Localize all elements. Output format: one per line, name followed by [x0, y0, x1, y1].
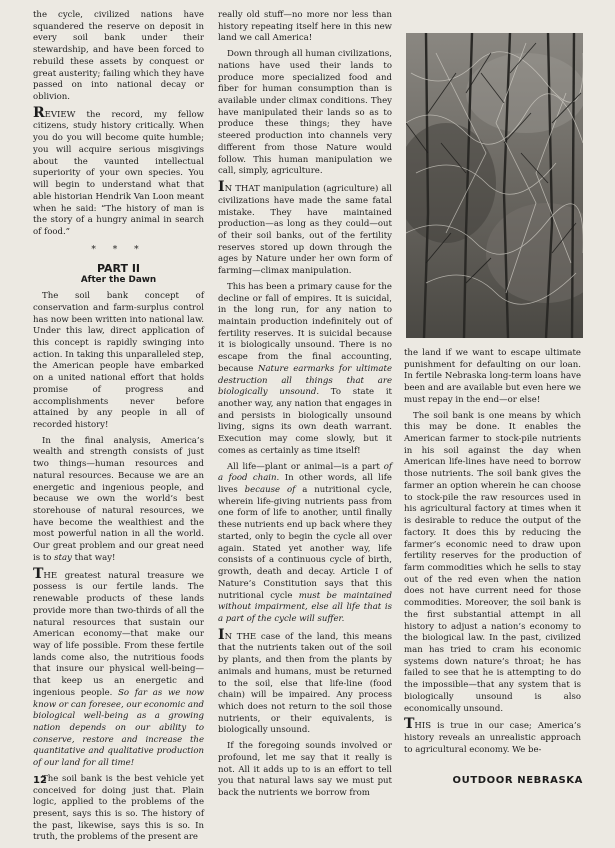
- paragraph-text: All life—plant or animal—is a part: [227, 461, 384, 472]
- paragraph-text: In other words, all life lives: [218, 473, 392, 496]
- emphasis-text: Nature earmarks for ultimate destruction all things that are biologically unsound.: [218, 363, 392, 398]
- paragraph: The soil bank is one means by which this may be done. It enables the American farmer to stock-pile nutrients in his soil against the day when American life-lines have need to borrow those nutrients. The soil bank gives the farmer an option wherein he can choose to stock-pile the raw resources used in his agricultural factory at times when it is desirable to reduce the output of the factory. It does this by reducing the farmer’s economic need to draw upon fertility reserves for the production of farm commodities which he sells to stay out of the red even when the nation does not have current need for those commodities. Moreover, the soil bank is the first substantial attempt in all history to adjust a nation’s economy to the biological law. In the past, civilized man has tried to cram his economic systems down nature’s throat; he has failed to see that he is attempting to do the impossible—that any system that is biologically unsound is also economically unsound.: [404, 410, 581, 714]
- paragraph-text: HIS is true in our case; America’s history reveals an unrealistic approach to agricultural economy. We be-: [404, 721, 581, 755]
- paragraph-text: that way!: [71, 552, 116, 563]
- page-number: 12: [33, 775, 47, 786]
- woodland-photo: [406, 33, 583, 338]
- paragraph-text: HE greatest natural treasure we possess is our fertile lands. The renewable products of these lands provide more than two-thirds of all the natural resources that sustain our American economy—that make our way of life possible. From these fertile lands come also, the nutritious foods that insure our physical well-being—that keep us an energetic and ingenious people.: [33, 570, 204, 698]
- drop-cap: I: [218, 179, 225, 196]
- paragraph-text: In the final analysis, America’s wealth and strength consists of just two things—human resources and natural resources. Because we are an energetic and ingenious people, and because we own the world’s best storehouse of natural resources, we have become the wealthiest and the most powerful nation in all the world. Our great problem and our great need is to: [33, 435, 204, 563]
- paragraph-text: N THE case of the land, this means that the nutrients taken out of the soil by plants, and then from the plants by animals and humans, must be returned to the soil, else that life-line (food chain) will be impaired. Any process which does not return to the soil those nutrients, or their equivalents, is biologically unsound.: [218, 631, 392, 736]
- column-2: [218, 10, 392, 804]
- part-title: PART II: [96, 262, 141, 276]
- section-divider: * * *: [91, 244, 146, 255]
- part-subtitle: After the Dawn: [80, 275, 157, 286]
- column-3: [404, 348, 581, 760]
- paragraph: [33, 565, 204, 770]
- paragraph: the cycle, civilized nations have squandered the reserve on deposit in every soil bank under their stewardship, and have been forced to rebuild these assets by conquest or great austerity; failing which they have passed on into national decay or oblivion.: [33, 10, 204, 103]
- emphasis-text: must be maintained without impairment, else all life that is a part of the cycle will suffer.: [218, 590, 392, 624]
- paragraph: The soil bank concept of conservation and farm-surplus control has now been written into national law. Under this law, direct application of this concept is rapidly swinging into action. In taking this unparalleled step, the American people have embarked on a united national effort that holds promise of progress and accomplishments never before attained by any people in all of recorded history!: [33, 291, 204, 430]
- paragraph-text: To state it another way, any nation that engages in and persists in biologically unsound living, signs its own death warrant. Execution may come slowly, but it comes as certainly as time itself!: [218, 387, 392, 456]
- paragraph-text: This has been a primary cause for the decline or fall of empires. It is suicidal, in the long run, for any nation to maintain production indefinitely out of fertility reserves. It is suicidal because it is biologically unsound. There is no escape from the final accounting, because: [218, 281, 392, 374]
- paragraph: [218, 462, 392, 626]
- paragraph: [218, 626, 392, 737]
- paragraph: [218, 179, 392, 278]
- paragraph: Down through all human civilizations, nations have used their lands to produce more specialized food and fiber for human consumption than is available under climax conditions. They have manipulated their lands so as to produce these things; they have steered production into channels very different from those Nature would follow. This human manipulation we call, simply, agriculture.: [218, 49, 392, 177]
- paragraph: The soil bank is the best vehicle yet conceived for doing just that. Plain logic, applied to the problems of the present, says this is so. The history of the past, likewise, says this is so. In truth, the problems of the present are: [33, 773, 204, 843]
- photo-illustration: [406, 33, 583, 338]
- column-1: [33, 10, 204, 848]
- paragraph: the land if we want to escape ultimate punishment for defaulting on our loan. In fertile Nebraska long-term loans have been and are available but even here we must repay in the end—or else!: [404, 348, 581, 405]
- magazine-name: OUTDOOR NEBRASKA: [452, 775, 583, 786]
- paragraph: [218, 282, 392, 458]
- drop-cap: R: [33, 104, 45, 121]
- paragraph-text: N THAT manipulation (agriculture) all civilizations have made the same fatal mistake. They have maintained production—as long as they could—out of their soil banks, out of the fertility reserves stored up down through the ages by Nature under her own form of farming—climax manipulation.: [218, 184, 392, 277]
- paragraph: If the foregoing sounds involved or profound, let me say that it really is not. All it adds up to is an effort to tell you that natural laws say we must put back the nutrients we borrow from: [218, 741, 392, 798]
- drop-cap: T: [404, 716, 415, 733]
- emphasis-text: stay: [54, 552, 72, 563]
- paragraph: really old stuff—no more nor less than history repeating itself here in this new land we call America!: [218, 10, 392, 44]
- emphasis-text: of a food chain.: [218, 461, 392, 484]
- emphasis-text: because of: [244, 485, 296, 496]
- paragraph-text: a nutritional cycle, wherein life-giving nutrients pass from one form of life to another, until finally these nutrients end up back where they started, only to begin the cycle all over again. Stated yet another way, life consists of a continuous cycle of birth, growth, death and decay. Article I of Nature’s Constitution says that this nutritional cycle: [218, 485, 392, 601]
- emphasis-text: So far as we now know or can foresee, our economic and biological well-being as a growing nation depends on our ability to conserve, restore and increase the quantitative and qualitative production of our land for all time!: [33, 687, 204, 769]
- paragraph-text: EVIEW the record, my fellow citizens, study history critically. When you do you will become quite humble; you will acquire serious misgivings about the vaunted intellectual superiority of your own species. You will begin to understand what that able historian Hendrik Van Loon meant when he said: “The history of man is the story of a hungry animal in search of food.”: [33, 109, 204, 237]
- drop-cap: T: [33, 565, 44, 582]
- drop-cap: I: [218, 626, 225, 643]
- paragraph: [33, 436, 204, 565]
- paragraph: [404, 716, 581, 756]
- page-footer: [33, 775, 583, 789]
- paragraph: [33, 104, 204, 239]
